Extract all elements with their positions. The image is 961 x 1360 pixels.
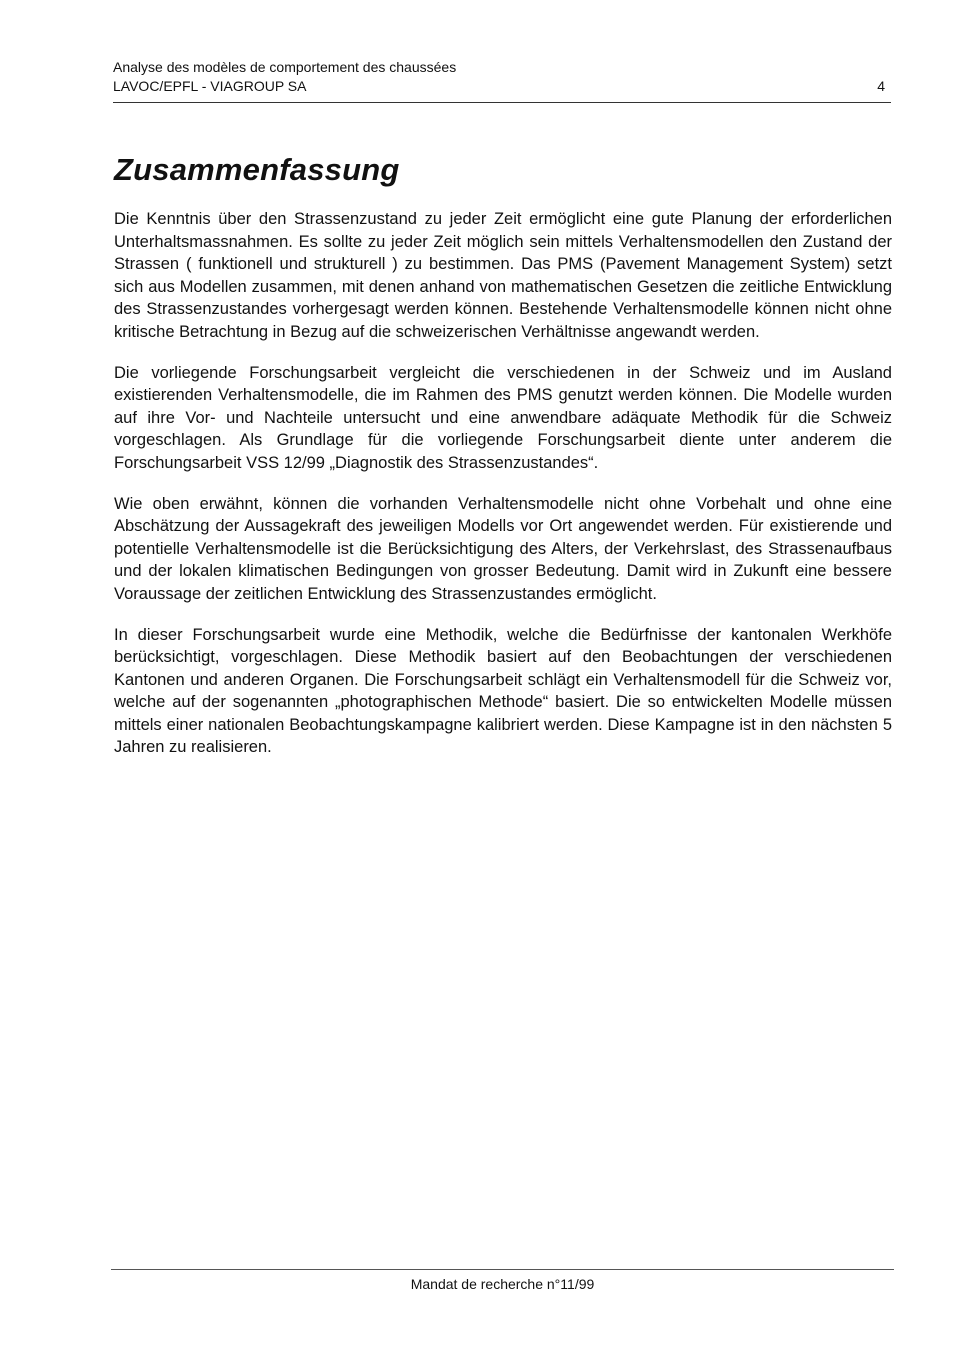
paragraph-2: Die vorliegende Forschungsarbeit vergleicht die verschiedenen in der Schweiz und im Ausland existierenden Verhaltensmodelle, die im Rahmen des PMS genutzt werden können. Die Modelle wurden auf ihre Vor- und Nachteile untersucht und eine anwendbare adäquate Methodik für die Schweiz vorgeschlagen. Als Grundlage für die vorliegende Forschungsarbeit diente unter anderem die Forschungsarbeit VSS 12/99 „Diagnostik des Strassenzustandes“.	[114, 363, 892, 472]
page-header	[113, 58, 891, 103]
paragraph-4: In dieser Forschungsarbeit wurde eine Methodik, welche die Bedürfnisse der kantonalen Werkhöfe berücksichtigt, vorgeschlagen. Diese Methodik basiert auf den Beobachtungen der verschiedenen Kantonen und anderen Organen. Die Forschungsarbeit schlägt ein Verhaltensmodell für die Schweiz vor, welche auf der sogenannten „photographischen Methode“ basiert. Die so entwickelten Modelle müssen mittels einer nationalen Beobachtungskampagne kalibriert werden. Diese Kampagne ist in den nächsten 5 Jahren zu realisieren.	[114, 625, 892, 757]
paragraph-1: Die Kenntnis über den Strassenzustand zu jeder Zeit ermöglicht eine gute Planung der erforderlichen Unterhaltsmassnahmen. Es sollte zu jeder Zeit möglich sein mittels Verhaltensmodellen den Zustand der Strassen ( funktionell und strukturell ) zu bestimmen. Das PMS (Pavement Management System) setzt sich aus Modellen zusammen, mit denen anhand von mathematischen Gesetzen die zeitliche Entwicklung des Strassenzustandes vorhergesagt werden können. Bestehende Verhaltensmodelle können nicht ohne kritische Betrachtung in Bezug auf die schweizerischen Verhältnisse angewandt werden.	[114, 210, 892, 341]
header-organization: LAVOC/EPFL - VIAGROUP SA	[113, 78, 307, 94]
page-number: 4	[877, 78, 885, 94]
section-title: Zusammenfassung	[114, 152, 400, 187]
header-document-title: Analyse des modèles de comportement des chaussées	[113, 59, 457, 75]
paragraph-3: Wie oben erwähnt, können die vorhanden Verhaltensmodelle nicht ohne Vorbehalt und ohne eine Abschätzung der Aussagekraft des jeweiligen Modells vor Ort angewendet werden. Für existierende und potentielle Verhaltensmodelle ist die Berücksichtigung des Alters, der Verkehrslast, des Strassenaufbaus und der lokalen klimatischen Bedingungen von grosser Bedeutung. Damit wird in Zukunft eine bessere Voraussage der zeitlichen Entwicklung des Strassenzustandes ermöglicht.	[114, 494, 892, 603]
summary-body	[114, 208, 892, 777]
footer-mandate: Mandat de recherche n°11/99	[410, 1276, 595, 1292]
page-footer	[111, 1269, 894, 1294]
